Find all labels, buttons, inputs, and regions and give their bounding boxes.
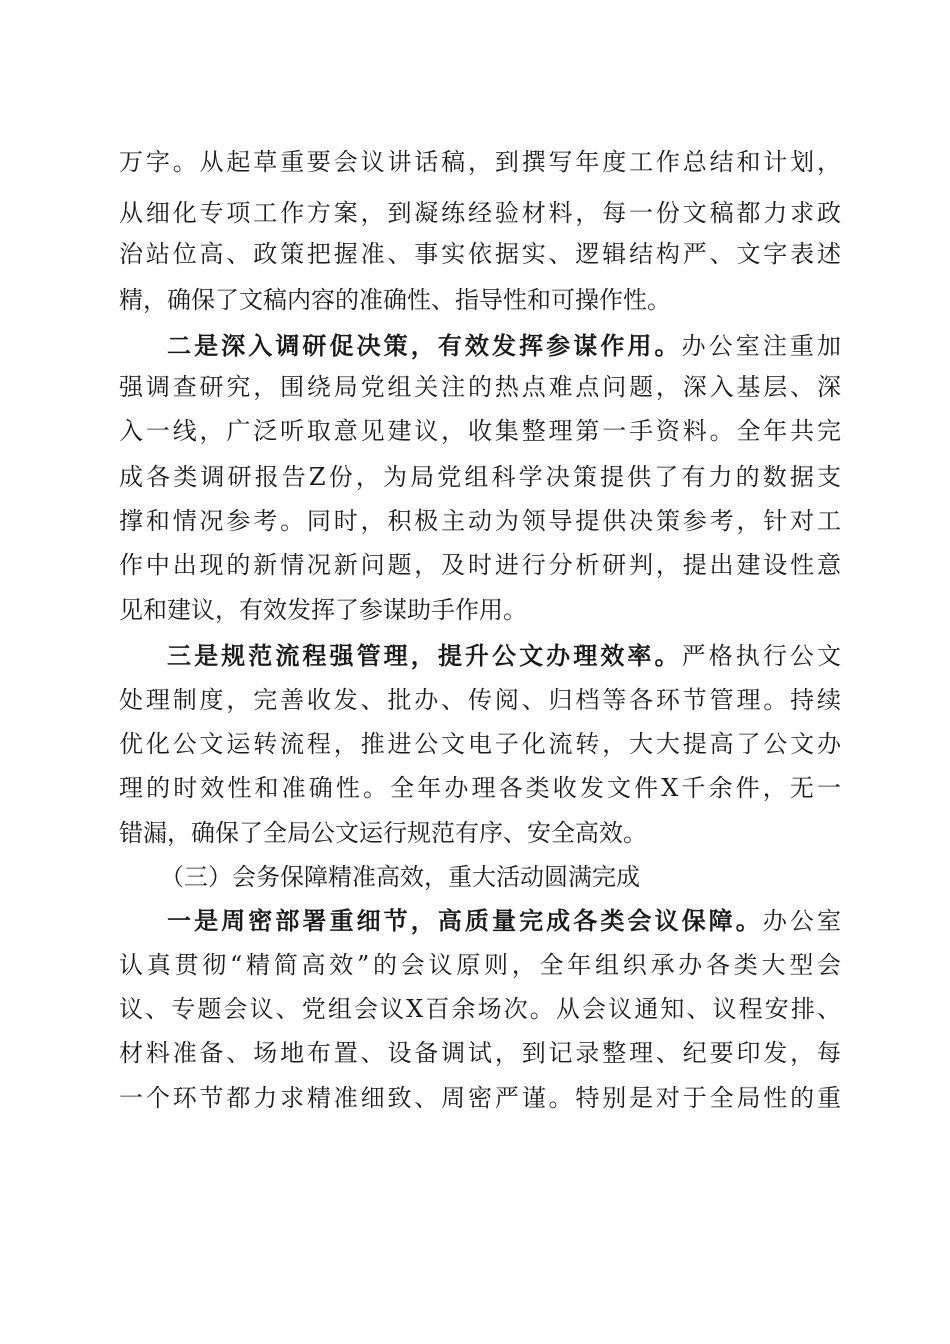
text-segment: 成各类调研报告Z份，为局党组科学决策提供了有力的数据支 (119, 463, 841, 491)
text-line (119, 362, 841, 412)
text-segment: 一个环节都力求精准细致、周密严谨。特别是对于全局性的重 (119, 1084, 841, 1112)
text-line (119, 275, 841, 325)
text-segment: 见和建议，有效发挥了参谋助手作用。 (119, 596, 527, 624)
text-segment: 精，确保了文稿内容的准确性、指导性和可操作性。 (119, 286, 671, 314)
text-segment: 处理制度，完善收发、批办、传阅、归档等各环节管理。持续 (119, 686, 841, 714)
text-segment: 严格执行公文 (681, 642, 842, 670)
paragraph-heading-line (167, 896, 841, 946)
text-line (119, 675, 841, 725)
text-segment: 理的时效性和准确性。全年办理各类收发文件X千余件，无一 (119, 774, 841, 802)
text-segment: 优化公文运转流程，推进公文电子化流转，大大提高了公文办 (119, 730, 841, 758)
text-line (119, 1073, 841, 1123)
text-line (119, 540, 841, 590)
text-line (119, 763, 841, 813)
bold-lead-sentence: 三是规范流程强管理，提升公文办理效率。 (167, 641, 682, 670)
text-segment: 办公室注重加 (681, 332, 842, 360)
bold-lead-sentence: 二是深入调研促决策，有效发挥参谋作用。 (167, 331, 682, 360)
bold-lead-sentence: 一是周密部署重细节，高质量完成各类会议保障。 (167, 906, 763, 935)
section-heading-text: （三）会务保障精准高效，重大活动圆满完成 (160, 863, 640, 891)
text-segment: 治站位高、政策把握准、事实依据实、逻辑结构严、文字表述 (119, 240, 841, 268)
text-line (119, 984, 841, 1034)
paragraph-heading-line (167, 631, 841, 681)
text-line (119, 452, 841, 502)
text-segment: 入一线，广泛听取意见建议，收集整理第一手资料。全年共完 (119, 417, 841, 445)
section-heading (160, 852, 834, 902)
text-segment: 办公室 (762, 907, 842, 935)
text-segment: 强调查研究，围绕局党组关注的热点难点问题，深入基层、深 (119, 373, 841, 401)
text-line (119, 406, 841, 456)
text-segment: 从细化专项工作方案，到凝练经验材料，每一份文稿都力求政 (119, 199, 841, 227)
text-line (119, 496, 841, 546)
text-segment: 错漏，确保了全局公文运行规范有序、安全高效。 (119, 819, 647, 847)
text-line (119, 1028, 841, 1078)
text-segment: 作中出现的新情况新问题，及时进行分析研判，提出建设性意 (119, 551, 841, 579)
text-segment: 材料准备、场地布置、设备调试，到记录整理、纪要印发，每 (119, 1039, 841, 1067)
text-line (119, 229, 841, 279)
text-segment: 万字。从起草重要会议讲话稿，到撰写年度工作总结和计划， (119, 148, 841, 176)
text-line (119, 585, 841, 635)
text-line (119, 808, 841, 858)
text-line (119, 719, 841, 769)
text-line (119, 940, 841, 990)
text-line (119, 137, 841, 187)
text-segment: 认真贯彻“精简高效”的会议原则，全年组织承办各类大型会 (119, 951, 841, 979)
text-segment: 撑和情况参考。同时，积极主动为领导提供决策参考，针对工 (119, 507, 841, 535)
text-segment: 议、专题会议、党组会议X百余场次。从会议通知、议程安排、 (119, 995, 841, 1023)
